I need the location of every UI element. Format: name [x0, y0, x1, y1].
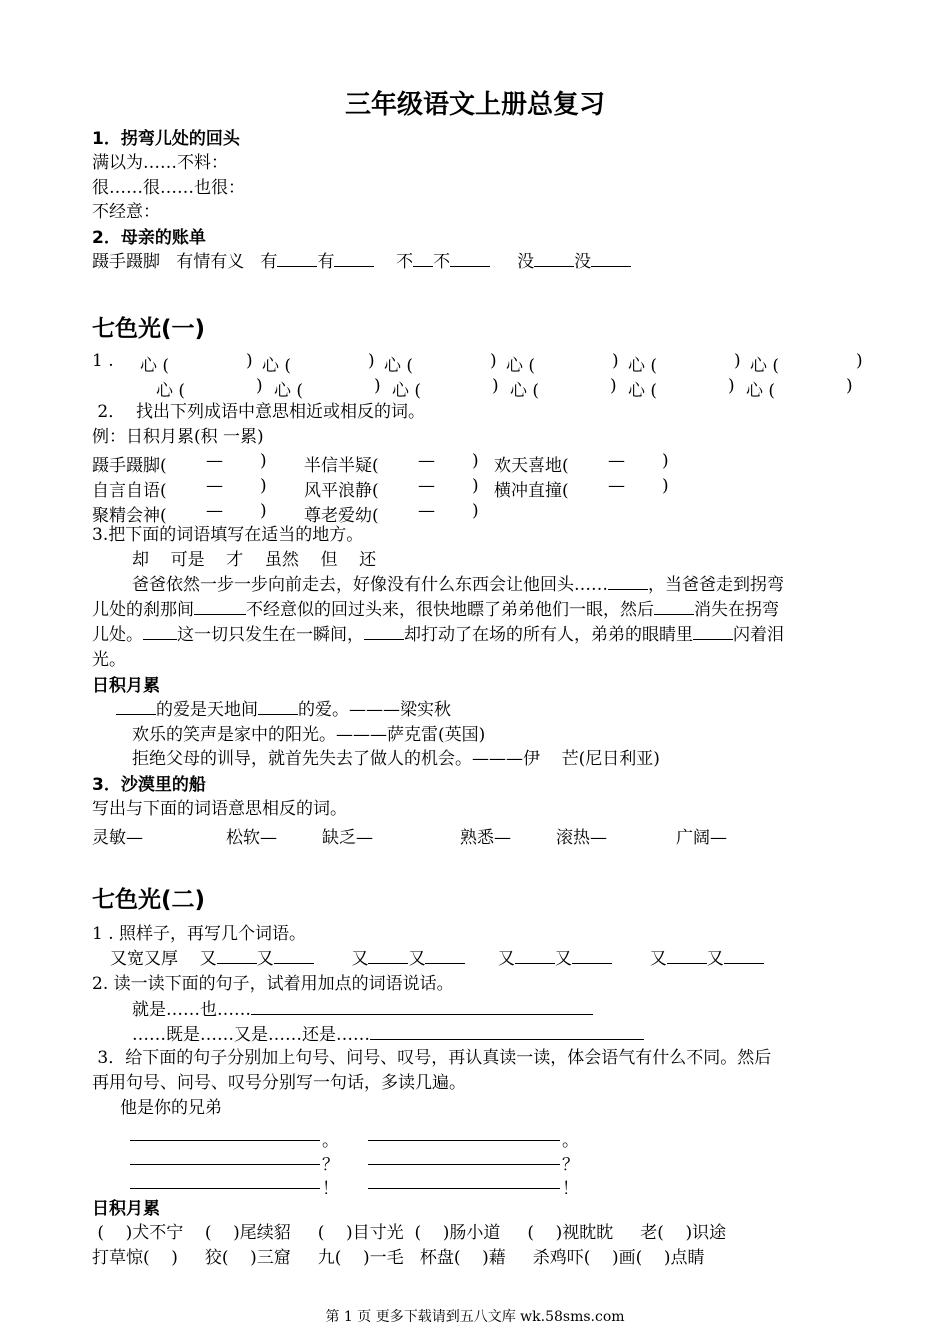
text: 儿处的刹那间: [92, 600, 194, 620]
blank-line: [450, 251, 490, 267]
quote-line: [116, 699, 451, 721]
antonym-item: 缺乏—: [322, 828, 373, 848]
blank-line: [654, 599, 694, 615]
dash: —: [418, 476, 435, 496]
dash: —: [206, 451, 223, 471]
question-3: 3．给下面的句子分别加上句号、问号、叹号，再认真读一读，体会语气有什么不同。然后: [92, 1048, 772, 1068]
section-title-qsg1: 七色光(一): [92, 316, 206, 342]
blank-line: [368, 948, 408, 964]
blank-line: [515, 948, 555, 964]
answer-line: [368, 1188, 560, 1189]
blank-line: [572, 948, 612, 964]
question-1: 1 . 照样子，再写几个词语。: [92, 924, 307, 944]
paragraph-line: 光。: [92, 650, 126, 670]
section-heading-2: 2．母亲的账单: [92, 228, 206, 248]
text: 的爱。———梁实秋: [298, 700, 451, 720]
text: 又: [199, 949, 217, 969]
blank-line: [608, 574, 648, 590]
punct-mark: ！: [322, 1179, 339, 1199]
idiom-item: 自言自语(: [92, 481, 167, 501]
example-line: 例：日积月累(积 一累): [92, 427, 264, 447]
idiom-item: 横冲直撞(: [494, 481, 569, 501]
text-line: 满以为……不料：: [92, 153, 228, 173]
text: 儿处。: [92, 625, 143, 645]
pattern-line: [110, 948, 764, 970]
quote-line: 拒绝父母的训导，就首先失去了做人的机会。———伊 芒(尼日利亚): [132, 749, 660, 769]
paragraph-line: [92, 599, 779, 621]
blank-line: [143, 624, 177, 640]
instruction-line: 写出与下面的词语意思相反的词。: [92, 799, 347, 819]
paren-close: ): [472, 476, 479, 496]
question-3: 3.把下面的词语填写在适当的地方。: [92, 525, 364, 545]
text: ……既是……又是……还是……: [132, 1025, 370, 1045]
question-number: 1 .: [92, 351, 114, 371]
antonym-item: 松软—: [226, 828, 277, 848]
paren-close: ): [492, 376, 499, 396]
punct-mark: ？: [562, 1155, 579, 1175]
heart-blank: 心 (: [506, 356, 536, 376]
idiom-item: 欢天喜地(: [494, 456, 569, 476]
idiom-fill-row: 打草惊( ) 狡( )三窟 九( )一毛 杯盘( )藉 杀鸡吓( )画( )点睛: [92, 1248, 705, 1268]
dash: —: [206, 476, 223, 496]
blank-line: [370, 1023, 644, 1040]
paragraph-line: [92, 624, 784, 646]
idiom-item: 聚精会神(: [92, 506, 167, 526]
answer-line: [368, 1164, 560, 1165]
idiom-item: 风平浪静(: [304, 481, 379, 501]
text: 爸爸依然一步一步向前走去，好像没有什么东西会让他回头……: [132, 575, 608, 595]
text: 又: [256, 949, 274, 969]
text: 没: [517, 252, 535, 272]
dash: —: [608, 451, 625, 471]
fill-in-line: [92, 251, 631, 273]
paren-close: ): [256, 376, 263, 396]
paren-close: ): [662, 476, 669, 496]
heart-blank: 心 (: [262, 356, 292, 376]
paren-close: ): [734, 351, 741, 371]
answer-line: [130, 1140, 320, 1141]
paren-close: ): [246, 351, 253, 371]
antonym-item: 滚热—: [556, 828, 607, 848]
text: 又: [706, 949, 724, 969]
heart-blank: 心 (: [384, 356, 414, 376]
text: 又: [408, 949, 426, 969]
blank-line: [334, 251, 374, 267]
section-title-qsg2: 七色光(二): [92, 887, 206, 913]
blank-line: [277, 251, 317, 267]
blank-line: [724, 948, 764, 964]
paren-close: ): [368, 351, 375, 371]
idiom-item: 蹑手蹑脚(: [92, 456, 167, 476]
paren-close: ): [490, 351, 497, 371]
antonym-item: 灵敏—: [92, 828, 143, 848]
blank-line: [194, 599, 246, 615]
blank-line: [274, 948, 314, 964]
heart-blank: 心 (: [156, 381, 186, 401]
paren-close: ): [662, 451, 669, 471]
antonym-item: 广阔—: [676, 828, 727, 848]
idiom-item: 半信半疑(: [304, 456, 379, 476]
blank-line: [667, 948, 707, 964]
heart-blank: 心 (: [750, 356, 780, 376]
dash: —: [608, 476, 625, 496]
quote-line: 欢乐的笑声是家中的阳光。———萨克雷(英国): [132, 725, 486, 745]
sentence-line: [132, 1023, 644, 1046]
paragraph-line: [132, 574, 784, 596]
heart-blank: 心 (: [746, 381, 776, 401]
text-line: 不经意：: [92, 202, 160, 222]
antonym-item: 熟悉—: [460, 828, 511, 848]
text: 又: [351, 949, 369, 969]
text: 又宽又厚: [110, 949, 178, 969]
blank-line: [116, 699, 156, 715]
text: 有: [260, 252, 278, 272]
page-footer: 第 1 页 更多下载请到五八文库 wk.58sms.com: [325, 1309, 625, 1325]
rijiyuelei-heading-2: 日积月累: [92, 1199, 160, 1219]
text: 闪着泪: [733, 625, 784, 645]
answer-line: [368, 1140, 560, 1141]
text: 不经意似的回过头来，很快地瞟了弟弟他们一眼，然后: [246, 600, 654, 620]
punct-mark: 。: [562, 1131, 579, 1151]
text: 不: [433, 252, 451, 272]
answer-line: [130, 1188, 320, 1189]
paren-close: ): [260, 501, 267, 521]
text: 有情有义: [176, 252, 245, 272]
text: 就是……也……: [132, 1000, 251, 1020]
section-heading-1: 1．拐弯儿处的回头: [92, 129, 240, 149]
punct-mark: ！: [562, 1179, 579, 1199]
text: 的爱是天地间: [156, 700, 258, 720]
blank-line: [258, 699, 298, 715]
text: 却打动了在场的所有人，弟弟的眼睛里: [404, 625, 693, 645]
punct-mark: 。: [322, 1131, 339, 1151]
paren-close: ): [610, 376, 617, 396]
heart-blank: 心 (: [510, 381, 540, 401]
example-sentence: 他是你的兄弟: [120, 1098, 222, 1118]
question-2: 2． 找出下列成语中意思相近或相反的词。: [92, 402, 426, 422]
blank-line: [217, 948, 257, 964]
dash: —: [418, 451, 435, 471]
text: 消失在拐弯: [694, 600, 779, 620]
blank-line: [425, 948, 465, 964]
text: 又: [554, 949, 572, 969]
blank-line: [693, 624, 733, 640]
text: 有: [317, 252, 335, 272]
paren-close: ): [728, 376, 735, 396]
paren-close: ): [260, 476, 267, 496]
text: 又: [497, 949, 515, 969]
paren-close: ): [472, 501, 479, 521]
dash: —: [206, 501, 223, 521]
blank-line: [534, 251, 574, 267]
page-title: 三年级语文上册总复习: [344, 90, 605, 120]
answer-line: [130, 1164, 320, 1165]
text: 没: [574, 252, 592, 272]
question-3-cont: 再用句号、问号、叹号分别写一句话，多读几遍。: [92, 1073, 466, 1093]
heart-blank: 心 (: [274, 381, 304, 401]
paren-close: ): [612, 351, 619, 371]
word-bank: 却 可是 才 虽然 但 还: [132, 550, 377, 570]
text: ，当爸爸走到拐弯: [648, 575, 784, 595]
section-heading-3: 3．沙漠里的船: [92, 775, 206, 795]
heart-blank: 心 (: [392, 381, 422, 401]
paren-close: ): [472, 451, 479, 471]
text: 这一切只发生在一瞬间，: [177, 625, 364, 645]
paren-close: ): [856, 351, 863, 371]
idiom-fill-row: ( )犬不宁 ( )尾续貂 ( )目寸光 ( )肠小道 ( )视眈眈 老( )识途: [92, 1223, 727, 1243]
text-line: 很……很……也很：: [92, 178, 245, 198]
dash: —: [418, 501, 435, 521]
text: 不: [396, 252, 414, 272]
punct-mark: ？: [322, 1155, 339, 1175]
heart-blank: 心 (: [628, 356, 658, 376]
blank-line: [364, 624, 404, 640]
sentence-line: [132, 998, 593, 1021]
blank-line: [251, 998, 593, 1015]
blank-line: [591, 251, 631, 267]
text: 又: [649, 949, 667, 969]
rijiyuelei-heading: 日积月累: [92, 676, 160, 696]
blank-line: [413, 251, 433, 267]
idiom-item: 尊老爱幼(: [304, 506, 379, 526]
paren-close: ): [374, 376, 381, 396]
paren-close: ): [846, 376, 853, 396]
question-2: 2. 读一读下面的句子，试着用加点的词语说话。: [92, 974, 454, 994]
heart-blank: 心 (: [628, 381, 658, 401]
paren-close: ): [260, 451, 267, 471]
heart-blank: 心 (: [140, 356, 170, 376]
text: 蹑手蹑脚: [92, 252, 160, 272]
